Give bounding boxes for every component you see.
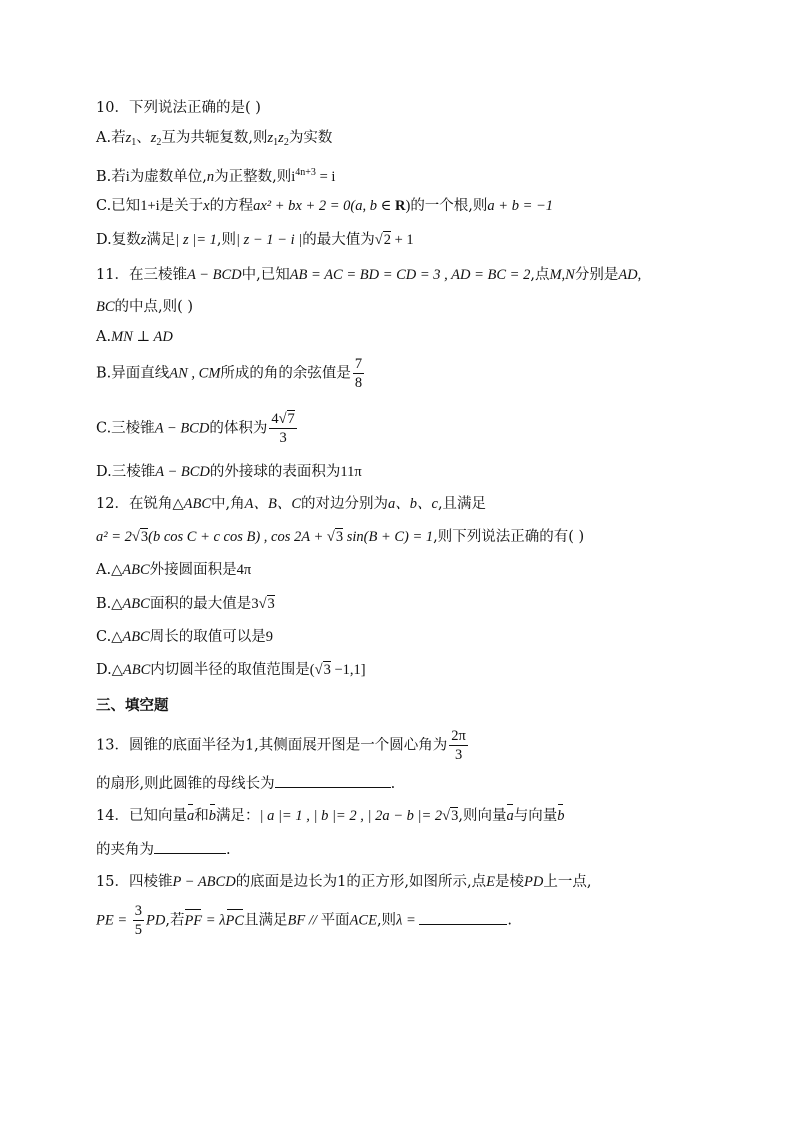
q12-l2r: 3 <box>140 529 149 545</box>
q10-d-mid3: 的最大值为 <box>302 232 375 248</box>
q10-b-pre: B.若 <box>96 169 126 185</box>
q12-stem2: 中,角 <box>211 496 245 512</box>
q11-eq: AB = AC = BD = CD = 3 , AD = BC = 2 <box>289 267 531 283</box>
section-title: 三、填空题 <box>96 697 169 714</box>
q10-c-res: a + b = −1 <box>487 198 554 214</box>
q10-a-ps1: 1 <box>273 137 279 148</box>
q10-b-exp: 4n+3 <box>295 167 316 178</box>
q14-vec-b: b <box>208 808 216 824</box>
q12-angles: A、B、C <box>244 496 301 512</box>
q14-cond-root: 3 <box>451 808 459 824</box>
q12-c-val: 9 <box>265 629 273 645</box>
q12-option-b: B.△ABC面积的最大值是3√3 <box>96 596 275 612</box>
q10-c-eq2: ) <box>405 198 411 214</box>
q10-c-x: x <box>203 198 210 214</box>
q11-c-num2: 7 <box>287 411 295 427</box>
q10-d-pre: D.复数 <box>96 232 141 248</box>
q14-stem2: 满足： <box>215 808 260 824</box>
q11-option-b <box>96 355 366 392</box>
q10-b-eq: = i <box>315 169 336 185</box>
q12-option-a <box>96 560 251 580</box>
q10-d-plus: + 1 <box>390 232 414 248</box>
q10-option-b <box>96 163 335 187</box>
q15-stem2: 的底面是边长为1的正方形,如图所示,点 <box>235 874 487 890</box>
q12-b-mid: 面积的最大值是 <box>149 596 252 612</box>
q13-end: . <box>390 776 396 792</box>
q13-den: 3 <box>454 747 463 763</box>
q12-c-mid: 周长的取值可以是 <box>149 629 266 645</box>
q15-eq: = λ <box>202 912 226 929</box>
q15-pyr: P − ABCD <box>172 874 236 890</box>
q12-d-root: 3 <box>323 662 331 678</box>
q11-d-tet: A − BCD <box>155 464 210 480</box>
q11-c-mid: 的体积为 <box>209 420 268 437</box>
q15-mid4: ,则 <box>376 912 397 929</box>
q12-b-val: 3 <box>251 596 259 612</box>
q14-and: 和 <box>194 808 209 824</box>
q10-a-z1: z <box>125 130 132 146</box>
q10-stem-text: 10．下列说法正确的是( ) <box>96 100 261 116</box>
q15-e: E <box>486 874 495 890</box>
q13-answer-blank[interactable] <box>275 772 391 788</box>
q10-a-pre: A.若 <box>96 130 126 146</box>
q12-d-tri: △ABC <box>111 662 151 678</box>
q11-c-num1: 4 <box>271 411 279 427</box>
q12-a-val: 4π <box>236 562 252 578</box>
q12-l2end: ,则下列说法正确的有( ) <box>433 529 585 545</box>
q11-a-pre: A. <box>96 329 112 345</box>
q10-d-abs: | z |= 1 <box>175 232 217 248</box>
q12-l2a: a² = 2 <box>96 529 132 545</box>
q12-l2b: (b cos C + c cos B) , cos 2A + <box>148 529 327 545</box>
q10-b-base: i <box>291 169 296 185</box>
q10-a-s2: 2 <box>156 137 162 148</box>
q11-d-pre: D.三棱锥 <box>96 464 156 480</box>
q10-option-d: D.复数z满足| z |= 1,则| z − 1 − i |的最大值为√2 + 1 <box>96 232 414 248</box>
q11-b-lines: AN , CM <box>169 365 221 382</box>
q10-a-prod2: z <box>278 130 284 146</box>
q12-a-pre: A. <box>96 562 112 578</box>
q14-vec-a2: a <box>506 808 514 824</box>
q15-pe: PE = <box>96 912 131 929</box>
q11-b-pre: B.异面直线 <box>96 365 170 382</box>
q11-c-fraction: $\frac{4√7}{3}$ <box>271 411 295 446</box>
q12-d-v2: −1,1] <box>330 662 366 678</box>
q11-b-den: 8 <box>354 375 363 391</box>
q12-l2r2: 3 <box>335 529 344 545</box>
q12-b-root: 3 <box>267 596 275 612</box>
q11-b-mid: 所成的角的余弦值是 <box>220 365 351 382</box>
q10-d-root: 2 <box>383 232 391 248</box>
q14-line2 <box>96 838 231 860</box>
q13-line2 <box>96 772 395 794</box>
q11-a-expr: MN ⊥ AD <box>111 329 173 345</box>
q15-mid2: 且满足 <box>244 912 288 929</box>
q15-pc: PC <box>225 912 245 929</box>
q12-c-pre: C. <box>96 629 112 645</box>
q10-d-abs2: | z − 1 − i | <box>236 232 303 248</box>
q11-stem-line2 <box>96 297 193 317</box>
q11-option-a <box>96 327 173 347</box>
q15-stem4: 上一点, <box>543 874 592 890</box>
q14-cond: | a |= 1 , | b |= 2 , | 2a − b |= 2 <box>259 808 443 824</box>
q11-c-tet: A − BCD <box>154 420 210 437</box>
q10-d-mid: 满足 <box>146 232 176 248</box>
q15-mid3: 平面 <box>320 912 350 929</box>
q11-stem: 11．在三棱锥A − BCD中,已知AB = AC = BD = CD = 3 , AD = BC = 2,点M,N分别是AD, <box>96 267 642 283</box>
q15-pf: PF <box>184 912 203 929</box>
q10-c-pre: C.已知 <box>96 198 141 214</box>
q15-stem1: 15．四棱锥 <box>96 874 173 890</box>
q11-ad: AD <box>618 267 638 283</box>
q12-stem1: 12．在锐角 <box>96 496 173 512</box>
q10-b-i: i <box>125 169 130 185</box>
q12-sides: a、b、c <box>388 496 438 512</box>
q12-l2c: sin(B + C) = 1 <box>343 529 434 545</box>
q15-bf: BF // <box>287 912 321 929</box>
q15-answer-blank[interactable] <box>419 909 507 925</box>
q10-a-end: 为实数 <box>288 130 333 146</box>
q15-num: 3 <box>134 903 142 919</box>
q10-a-prod1: z <box>267 130 274 146</box>
q14-vec-b2: b <box>557 808 565 824</box>
q11-option-d <box>96 462 362 482</box>
q10-option-a <box>96 128 332 153</box>
q14-vec-a: a <box>186 808 195 824</box>
q14-line2-text: 的夹角为 <box>96 842 154 858</box>
q10-c-eq: ax² + bx + 2 = 0(a, b ∈ <box>253 198 395 214</box>
q12-d-v1: ( <box>309 662 315 678</box>
q10-a-sep: 、 <box>136 130 151 146</box>
q12-a-mid: 外接圆面积是 <box>149 562 237 578</box>
q12-option-d: D.△ABC内切圆半径的取值范围是(√3 −1,1] <box>96 662 366 678</box>
q12-stem <box>96 494 486 514</box>
q10-stem <box>96 98 261 118</box>
q14-stem: 14．已知向量a和b满足：| a |= 1 , | b |= 2 , | 2a − b |= 2√3,则向量a与向量b <box>96 808 565 824</box>
q11-mn: M,N <box>549 267 575 283</box>
q12-a-tri: △ABC <box>111 562 150 578</box>
q10-a-s1: 1 <box>131 137 137 148</box>
q14-stem1: 14．已知向量 <box>96 808 187 824</box>
q10-c-mid3: 的一个根,则 <box>410 198 488 214</box>
q12-option-c <box>96 627 273 647</box>
q11-bc: BC <box>96 299 115 315</box>
q14-answer-blank[interactable] <box>154 838 226 854</box>
q15-ace: ACE <box>349 912 377 929</box>
q11-stem1: 11．在三棱锥 <box>96 267 187 283</box>
q12-stem3: 的对边分别为 <box>301 496 388 512</box>
q10-d-z: z <box>140 232 147 248</box>
q10-b-n: n <box>206 169 215 185</box>
q10-option-c <box>96 196 553 216</box>
q11-tet: A − BCD <box>186 267 242 283</box>
q11-d-mid: 的外接球的表面积为 <box>209 464 341 480</box>
q12-c-tri: △ABC <box>111 629 150 645</box>
q15-pd2: PD <box>146 912 166 929</box>
q11-stem3: ,点 <box>530 267 550 283</box>
q10-a-mid: 互为共轭复数,则 <box>161 130 268 146</box>
q13-line2-text: 的扇形,则此圆锥的母线长为 <box>96 776 275 792</box>
q10-c-mid: 是关于 <box>159 198 204 214</box>
q11-b-num: 7 <box>354 356 363 372</box>
q10-c-expr: 1+i <box>140 198 160 214</box>
q10-a-z2: z <box>150 130 157 146</box>
q15-stem <box>96 872 591 892</box>
q14-stem3: ,则向量 <box>458 808 507 824</box>
q14-end: . <box>226 842 231 858</box>
q10-a-ps2: 2 <box>283 137 289 148</box>
q12-d-pre: D. <box>96 662 112 678</box>
q11-b-fraction <box>353 355 364 392</box>
q15-pd: PD <box>524 874 544 890</box>
q14-stem4: 与向量 <box>513 808 558 824</box>
q11-line2: 的中点,则( ) <box>114 299 194 315</box>
q12-b-tri: △ABC <box>111 596 150 612</box>
q10-d-mid2: ,则 <box>216 232 237 248</box>
q12-b-pre: B. <box>96 596 112 612</box>
q11-option-c <box>96 410 299 447</box>
q10-c-mid2: 的方程 <box>209 198 254 214</box>
q13-num: 2π <box>451 728 466 744</box>
q15-fraction <box>133 902 144 939</box>
q12-condition: a² = 2√3(b cos C + c cos B) , cos 2A + √3 sin(B + C) = 1,则下列说法正确的有( ) <box>96 529 585 545</box>
q15-stem3: 是棱 <box>495 874 524 890</box>
q11-c-pre: C.三棱锥 <box>96 420 155 437</box>
q13-stem <box>96 727 470 764</box>
q10-c-R: R <box>394 198 406 214</box>
q13-fraction <box>449 727 468 764</box>
q10-b-mid2: 为正整数,则 <box>214 169 292 185</box>
q11-c-den: 3 <box>279 430 287 446</box>
q15-end: . <box>507 912 512 929</box>
q15-lam: λ = <box>396 912 420 929</box>
q15-den: 5 <box>134 922 142 938</box>
q12-tri: △ABC <box>172 496 211 512</box>
q11-stem2: 中,已知 <box>241 267 290 283</box>
q13-stem-text: 13．圆锥的底面半径为1,其侧面展开图是一个圆心角为 <box>96 737 448 754</box>
q11-d-val: 11π <box>340 464 362 480</box>
q11-stem4: 分别是 <box>574 267 619 283</box>
q15-line2 <box>96 902 512 939</box>
q12-stem4: ,且满足 <box>437 496 487 512</box>
q12-d-mid: 内切圆半径的取值范围是 <box>150 662 310 678</box>
q15-mid1: ,若 <box>165 912 185 929</box>
q10-b-mid1: 为虚数单位, <box>129 169 207 185</box>
